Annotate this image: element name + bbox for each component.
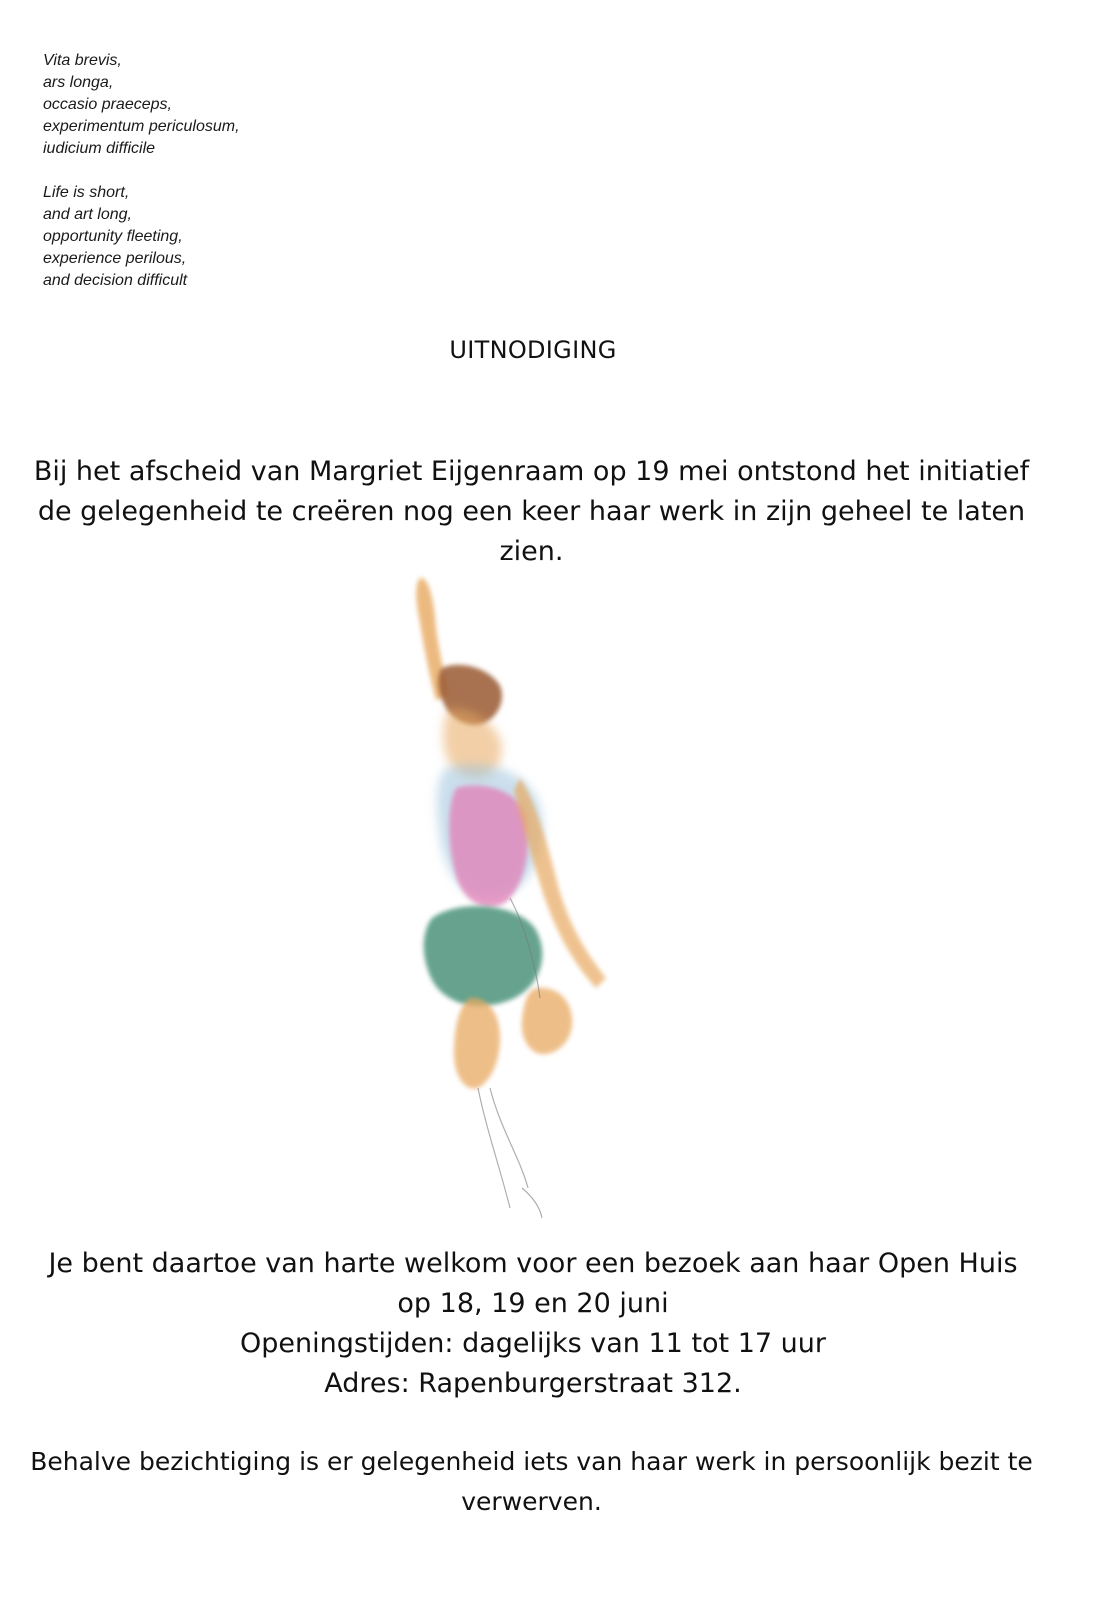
dates-line: op 18, 19 en 20 juni — [397, 1288, 669, 1319]
event-details — [0, 1244, 1066, 1404]
latin-quote — [43, 50, 443, 292]
figure-leg-left — [454, 998, 500, 1089]
welcome-line: Je bent daartoe van harte welkom voor een bezoek aan haar Open Huis — [48, 1248, 1018, 1279]
address-line: Adres: Rapenburgerstraat 312. — [324, 1368, 742, 1399]
intro-paragraph: Bij het afscheid van Margriet Eijgenraam op 19 mei ontstond het initiatief de gelegenheid te creëren nog een keer haar werk in zijn geheel te laten zien. — [33, 456, 1030, 567]
figure-pink-body — [449, 785, 528, 907]
quote-line: iudicium difficile — [43, 140, 156, 157]
quote-line: ars longa, — [43, 74, 114, 91]
quote-line: occasio praeceps, — [43, 96, 172, 113]
quote-translation-line: opportunity fleeting, — [43, 228, 183, 245]
figure-green-skirt — [424, 906, 542, 1006]
quote-line: Vita brevis, — [43, 52, 122, 69]
figure-leg-right — [522, 988, 572, 1054]
quote-line: experimentum periculosum, — [43, 118, 240, 135]
opening-hours-line: Openingstijden: dagelijks van 11 tot 17 uur — [240, 1328, 826, 1359]
page-title: UITNODIGING — [449, 336, 617, 364]
closing-paragraph: Behalve bezichtiging is er gelegenheid iets van haar werk in persoonlijk bezit te verwerven. — [30, 1447, 1033, 1516]
quote-translation-line: experience perilous, — [43, 250, 187, 267]
quote-translation-line: Life is short, — [43, 184, 130, 201]
quote-translation-line: and decision difficult — [43, 272, 188, 289]
quote-translation-line: and art long, — [43, 206, 132, 223]
watercolor-figure-illustration — [350, 568, 680, 1228]
